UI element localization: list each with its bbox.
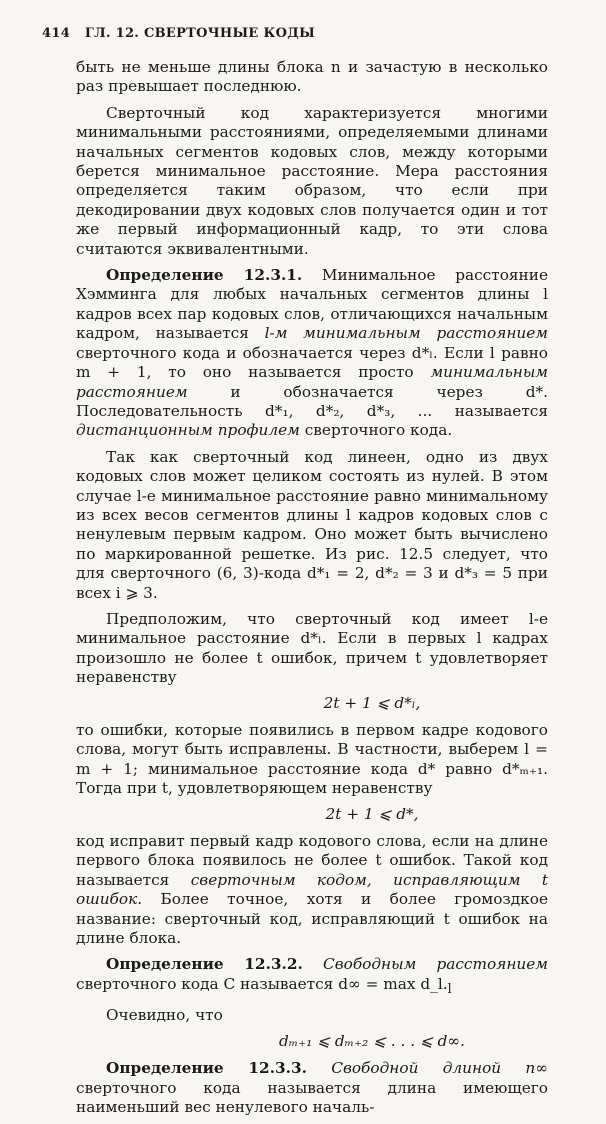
definition-text: сверточного кода называется длина имеющего наименьший вес ненулевого началь- bbox=[76, 1078, 548, 1116]
paragraph-5: то ошибки, которые появились в первом кадре кодового слова, могут быть исправлены. В частности, выберем l = m + 1; минимальное расстояние кода d* равно d*ₘ₊₁. Тогда при t, удовлетворяющем неравенству bbox=[76, 721, 548, 798]
paragraph-text: Более точное, хотя и более громоздкое название: сверточный код, исправляющий t ошибок на длине блока. bbox=[76, 890, 548, 948]
paragraph-6 bbox=[76, 832, 548, 948]
definition-label: Определение 12.3.3. bbox=[106, 1059, 307, 1078]
max-subscript: l bbox=[447, 981, 452, 997]
paragraph-3: Так как сверточный код линеен, одно из двух кодовых слов может целиком состоять из нулей. В этом случае l-е минимальное расстояние равно минимальному из всех весов сегментов длины l кадров кодовых слов с ненулевым первым кадром. Оно может быть вычислено по маркированной решетке. Из рис. 12.5 следует, что для сверточного (6, 3)-кода d*₁ = 2, d*₂ = 3 и d*₃ = 5 при всех i ⩾ 3. bbox=[76, 447, 548, 602]
definition-text: сверточного кода C называется d∞ = max d_l. bbox=[76, 974, 448, 993]
equation-1: 2t + 1 ⩽ d*ₗ, bbox=[323, 693, 421, 712]
definition-text: и обозначается через d*. Последовательность d*₁, d*₂, d*₃, ... называется bbox=[76, 382, 548, 420]
chapter-title: ГЛ. 12. СВЕРТОЧНЫЕ КОДЫ bbox=[84, 26, 315, 41]
definition-term: l-м минимальным расстоянием bbox=[264, 324, 548, 343]
paragraph-7: Очевидно, что bbox=[106, 1006, 223, 1025]
equation-2: 2t + 1 ⩽ d*, bbox=[325, 804, 419, 823]
definition-text: сверточного кода. bbox=[299, 421, 453, 440]
definition-12-3-1 bbox=[76, 266, 548, 441]
definition-label: Определение 12.3.1. bbox=[106, 266, 303, 285]
definition-label: Определение 12.3.2. bbox=[106, 955, 303, 974]
running-header bbox=[42, 26, 315, 41]
paragraph-1: быть не меньше длины блока n и зачастую в несколько раз превышает последнюю. bbox=[76, 58, 548, 96]
paragraph-term: сверточным кодом, исправляющим t ошибок. bbox=[76, 870, 548, 909]
paragraph-2: Сверточный код характеризуется многими минимальными расстояниями, определяемыми длинами начальных сегментов кодовых слов, между которыми берется минимальное расстояние. Мера расстояния определяется таким образом, что если при декодировании двух кодовых слов получается один и тот же первый информационный кадр, то эти слова считаются эквивалентными. bbox=[76, 103, 548, 258]
paragraph-4: Предположим, что сверточный код имеет l-е минимальное расстояние d*ₗ. Если в первых l кадрах произошло не более t ошибок, причем t удовлетворяет неравенству bbox=[76, 609, 548, 687]
body-text bbox=[76, 58, 548, 1124]
paragraph-text: код исправит первый кадр кодового слова, если на длине первого блока появилось не более t ошибок. Такой код называется bbox=[76, 832, 548, 889]
definition-12-3-2 bbox=[76, 955, 548, 999]
definition-text: сверточного кода и обозначается через d*ₗ. Если l равно m + 1, то оно называется просто bbox=[76, 343, 548, 382]
definition-term: дистанционным профилем bbox=[76, 421, 300, 440]
page-number: 414 bbox=[42, 26, 71, 41]
definition-term: минимальным расстоянием bbox=[76, 363, 548, 401]
definition-12-3-3 bbox=[76, 1059, 548, 1117]
definition-term: Свободной длиной n∞ bbox=[306, 1059, 548, 1078]
equation-3: dₘ₊₁ ⩽ dₘ₊₂ ⩽ . . . ⩽ d∞. bbox=[278, 1031, 466, 1050]
definition-term: Свободным расстоянием bbox=[302, 955, 548, 974]
definition-text: Минимальное расстояние Хэмминга для любых начальных сегментов длины l кадров всех пар кодовых слов, отличающихся начальным кадром, называется bbox=[76, 266, 549, 343]
